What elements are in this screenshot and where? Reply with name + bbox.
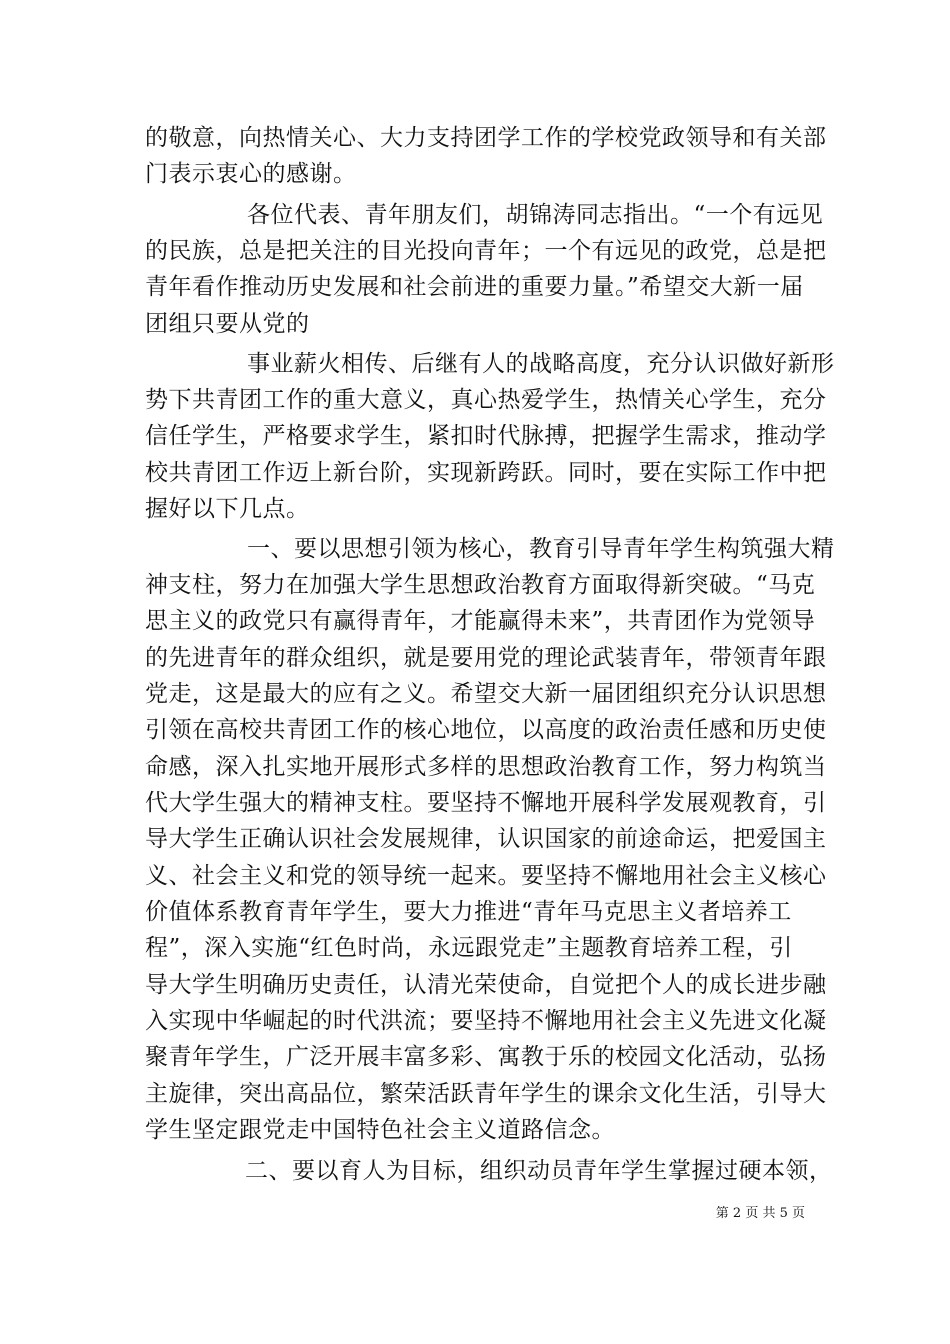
- body-line-4: 的民族，总是把关注的目光投向青年；一个有远见的政党，总是把: [145, 238, 827, 264]
- body-line-22: 价值体系教育青年学生，要大力推进“青年马克思主义者培养工: [145, 899, 792, 925]
- paragraph-start-line: 各位代表、青年朋友们，胡锦涛同志指出。“一个有远见: [247, 202, 824, 228]
- body-line-23: 程”，深入实施“红色时尚，永远跟党走”主题教育培养工程，引: [145, 935, 793, 961]
- body-line-17: 引领在高校共青团工作的核心地位，以高度的政治责任感和历史使: [145, 717, 827, 743]
- body-line-28: 学生坚定跟党走中国特色社会主义道路信念。: [145, 1117, 615, 1143]
- body-line-21: 义、社会主义和党的领导统一起来。要坚持不懈地用社会主义核心: [145, 863, 827, 889]
- paragraph-start-line: 一、要以思想引领为核心，教育引导青年学生构筑强大精: [247, 536, 835, 562]
- body-line-24: 导大学生明确历史责任，认清光荣使命，自觉把个人的成长进步融: [145, 972, 827, 998]
- body-line-8: 势下共青团工作的重大意义，真心热爱学生，热情关心学生，充分: [145, 387, 827, 413]
- body-line-1: 的敬意，向热情关心、大力支持团学工作的学校党政领导和有关部: [145, 125, 827, 151]
- body-line-16: 党走，这是最大的应有之义。希望交大新一届团组织充分认识思想: [145, 681, 827, 707]
- body-line-2: 门表示衷心的感谢。: [145, 161, 357, 187]
- body-line-19: 代大学生强大的精神支柱。要坚持不懈地开展科学发展观教育，引: [145, 790, 827, 816]
- body-line-13: 神支柱，努力在加强大学生思想政治教育方面取得新突破。“马克: [145, 572, 816, 598]
- body-line-14: 思主义的政党只有赢得青年，才能赢得未来”，共青团作为党领导: [145, 608, 816, 634]
- body-line-6: 团组只要从党的: [145, 311, 310, 337]
- body-line-18: 命感，深入扎实地开展形式多样的思想政治教育工作，努力构筑当: [145, 754, 827, 780]
- body-line-11: 握好以下几点。: [145, 496, 310, 522]
- body-line-15: 的先进青年的群众组织，就是要用党的理论武装青年，带领青年跟: [145, 645, 827, 671]
- body-line-26: 聚青年学生，广泛开展丰富多彩、寓教于乐的校园文化活动，弘扬: [145, 1044, 827, 1070]
- body-line-20: 导大学生正确认识社会发展规律，认识国家的前途命运，把爱国主: [145, 826, 827, 852]
- body-line-10: 校共青团工作迈上新台阶，实现新跨跃。同时，要在实际工作中把: [145, 460, 827, 486]
- body-line-27: 主旋律，突出高品位，繁荣活跃青年学生的课余文化生活，引导大: [145, 1081, 827, 1107]
- body-line-9: 信任学生，严格要求学生，紧扣时代脉搏，把握学生需求，推动学: [145, 423, 827, 449]
- paragraph-start-line: 二、要以育人为目标，组织动员青年学生掌握过硬本领，: [245, 1158, 833, 1184]
- body-line-25: 入实现中华崛起的时代洪流；要坚持不懈地用社会主义先进文化凝: [145, 1008, 827, 1034]
- paragraph-start-line: 事业薪火相传、后继有人的战略高度，充分认识做好新形: [247, 351, 835, 377]
- body-line-5: 青年看作推动历史发展和社会前进的重要力量。”希望交大新一届: [145, 274, 804, 300]
- page-number: 第 2 页 共 5 页: [715, 1206, 805, 1221]
